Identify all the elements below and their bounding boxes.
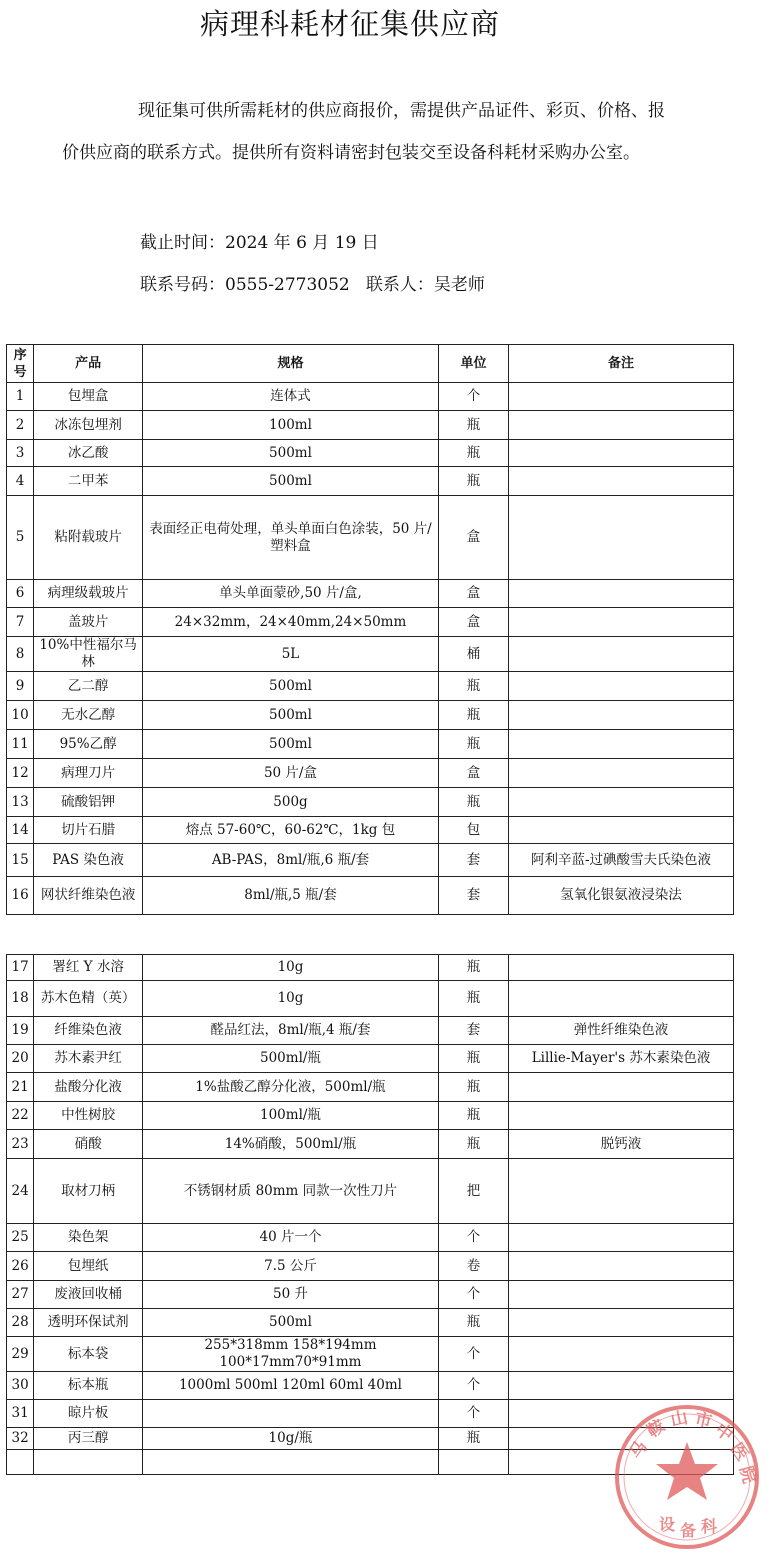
row-spec: 500ml [142, 701, 438, 730]
row-unit: 个 [438, 1337, 508, 1372]
header-index: 序号 [7, 345, 34, 383]
row-note [509, 672, 734, 701]
row-spec: AB-PAS，8ml/瓶,6 瓶/套 [142, 844, 438, 877]
row-spec: 500ml/瓶 [142, 1045, 438, 1073]
row-note: Lillie-Mayer's 苏木素染色液 [509, 1045, 734, 1073]
row-unit: 把 [438, 1159, 508, 1224]
row-product: 病理刀片 [34, 759, 143, 788]
row-note [509, 759, 734, 788]
row-spec: 500ml [142, 672, 438, 701]
row-unit: 个 [438, 1400, 508, 1428]
row-note [509, 383, 734, 411]
row-unit: 瓶 [438, 701, 508, 730]
row-index [7, 1450, 34, 1475]
svg-text:设: 设 [659, 1515, 676, 1534]
row-unit: 瓶 [438, 411, 508, 440]
row-unit: 瓶 [438, 1130, 508, 1159]
row-spec: 24×32mm，24×40mm,24×50mm [142, 608, 438, 637]
table-row [7, 1309, 734, 1337]
table-row [7, 877, 734, 915]
row-note: 氢氧化银氨液浸染法 [509, 877, 734, 915]
row-note [509, 580, 734, 608]
row-note [509, 467, 734, 496]
row-index: 28 [7, 1309, 34, 1337]
row-index: 7 [7, 608, 34, 637]
table-row [7, 1073, 734, 1102]
table-header-row [7, 345, 734, 383]
row-product: 标本袋 [34, 1337, 143, 1372]
table-row [7, 672, 734, 701]
row-index: 17 [7, 955, 34, 981]
row-product: 95%乙醇 [34, 730, 143, 759]
table-row [7, 496, 734, 580]
table-row [7, 1159, 734, 1224]
row-unit: 桶 [438, 637, 508, 672]
table-row [7, 383, 734, 411]
row-unit: 瓶 [438, 955, 508, 981]
row-index: 20 [7, 1045, 34, 1073]
table-row [7, 955, 734, 981]
row-note [509, 1224, 734, 1252]
table-row [7, 844, 734, 877]
table-row [7, 1045, 734, 1073]
table-row [7, 759, 734, 788]
row-product: 网状纤维染色液 [34, 877, 143, 915]
row-spec: 100ml [142, 411, 438, 440]
row-unit: 个 [438, 383, 508, 411]
row-spec: 1%盐酸乙醇分化液，500ml/瓶 [142, 1073, 438, 1102]
row-product: 苏木素尹红 [34, 1045, 143, 1073]
row-spec: 500g [142, 788, 438, 817]
row-unit: 个 [438, 1281, 508, 1309]
row-note [509, 1159, 734, 1224]
row-index: 5 [7, 496, 34, 580]
row-index: 3 [7, 440, 34, 467]
row-unit: 瓶 [438, 672, 508, 701]
row-product: 中性树胶 [34, 1102, 143, 1130]
row-index: 30 [7, 1372, 34, 1400]
row-index: 29 [7, 1337, 34, 1372]
row-product: 硝酸 [34, 1130, 143, 1159]
row-index: 24 [7, 1159, 34, 1224]
table-row [7, 1017, 734, 1045]
row-note: 弹性纤维染色液 [509, 1017, 734, 1045]
svg-text:医: 医 [725, 1439, 753, 1465]
table-row [7, 580, 734, 608]
row-product: 包埋盒 [34, 383, 143, 411]
table-row [7, 817, 734, 844]
row-product: 盐酸分化液 [34, 1073, 143, 1102]
official-seal-stamp [612, 1402, 762, 1552]
row-spec: 255*318mm 158*194mm 100*17mm70*91mm [142, 1337, 438, 1372]
row-index: 25 [7, 1224, 34, 1252]
row-unit: 瓶 [438, 730, 508, 759]
row-spec: 14%硝酸，500ml/瓶 [142, 1130, 438, 1159]
table-row [7, 1372, 734, 1400]
row-product: 二甲苯 [34, 467, 143, 496]
row-spec [142, 1450, 438, 1475]
row-index: 18 [7, 981, 34, 1017]
row-product: 晾片板 [34, 1400, 143, 1428]
row-product: 染色架 [34, 1224, 143, 1252]
row-index: 27 [7, 1281, 34, 1309]
row-unit: 瓶 [438, 981, 508, 1017]
deadline-text: 截止时间：2024 年 6 月 19 日 [140, 233, 379, 253]
row-note [509, 817, 734, 844]
row-spec: 不锈钢材质 80mm 同款一次性刀片 [142, 1159, 438, 1224]
table-row [7, 411, 734, 440]
table-row [7, 981, 734, 1017]
row-index: 9 [7, 672, 34, 701]
row-product: 粘附载玻片 [34, 496, 143, 580]
row-product: 冰乙酸 [34, 440, 143, 467]
row-note: 脱钙液 [509, 1130, 734, 1159]
row-product: 硫酸铝钾 [34, 788, 143, 817]
header-spec: 规格 [142, 345, 438, 383]
row-index: 16 [7, 877, 34, 915]
row-index: 26 [7, 1252, 34, 1281]
row-product: 苏木色精（英） [34, 981, 143, 1017]
row-spec: 10g [142, 981, 438, 1017]
row-note [509, 955, 734, 981]
row-spec: 50 片/盒 [142, 759, 438, 788]
row-note [509, 1102, 734, 1130]
row-spec: 醛品红法，8ml/瓶,4 瓶/套 [142, 1017, 438, 1045]
row-spec: 表面经正电荷处理，单头单面白色涂装，50 片/塑料盒 [142, 496, 438, 580]
row-unit: 个 [438, 1224, 508, 1252]
svg-text:鞍: 鞍 [643, 1415, 669, 1443]
row-index: 11 [7, 730, 34, 759]
row-note [509, 1281, 734, 1309]
header-unit: 单位 [438, 345, 508, 383]
row-index: 32 [7, 1428, 34, 1450]
row-index: 21 [7, 1073, 34, 1102]
table-row [7, 1252, 734, 1281]
row-unit: 盒 [438, 759, 508, 788]
row-product: 纤维染色液 [34, 1017, 143, 1045]
row-product: 病理级载玻片 [34, 580, 143, 608]
row-spec: 熔点 57-60℃，60-62℃，1kg 包 [142, 817, 438, 844]
row-index: 2 [7, 411, 34, 440]
row-product: 盖玻片 [34, 608, 143, 637]
row-unit: 瓶 [438, 1428, 508, 1450]
row-note [509, 637, 734, 672]
row-spec: 7.5 公斤 [142, 1252, 438, 1281]
row-unit: 套 [438, 1017, 508, 1045]
row-product: 取材刀柄 [34, 1159, 143, 1224]
table-row [7, 608, 734, 637]
table-row [7, 637, 734, 672]
row-unit: 瓶 [438, 467, 508, 496]
table-row [7, 440, 734, 467]
row-index: 4 [7, 467, 34, 496]
supplies-table-part1 [6, 344, 734, 915]
row-product: 丙三醇 [34, 1428, 143, 1450]
row-unit: 瓶 [438, 1309, 508, 1337]
row-product: 透明环保试剂 [34, 1309, 143, 1337]
row-index: 15 [7, 844, 34, 877]
contact-text: 联系号码：0555-2773052 联系人：吴老师 [140, 275, 485, 295]
svg-text:科: 科 [701, 1517, 718, 1536]
row-index: 14 [7, 817, 34, 844]
intro-paragraph: 现征集可供所需耗材的供应商报价，需提供产品证件、彩页、价格、报价供应商的联系方式。提供所有资料请密封包装交至设备科耗材采购办公室。 [62, 101, 665, 163]
supplies-table-part2 [6, 954, 734, 1475]
table-row [7, 730, 734, 759]
row-spec: 10g [142, 955, 438, 981]
row-unit: 卷 [438, 1252, 508, 1281]
row-index: 1 [7, 383, 34, 411]
row-note [509, 730, 734, 759]
row-spec: 50 升 [142, 1281, 438, 1309]
row-product: 署红 Y 水溶 [34, 955, 143, 981]
row-note [509, 1252, 734, 1281]
row-note [509, 411, 734, 440]
row-unit: 盒 [438, 608, 508, 637]
row-spec: 100ml/瓶 [142, 1102, 438, 1130]
svg-text:马: 马 [625, 1437, 652, 1463]
svg-text:中: 中 [711, 1419, 737, 1446]
row-spec: 1000ml 500ml 120ml 60ml 40ml [142, 1372, 438, 1400]
row-index: 6 [7, 580, 34, 608]
row-note [509, 440, 734, 467]
row-product: 标本瓶 [34, 1372, 143, 1400]
svg-text:院: 院 [735, 1464, 759, 1486]
row-unit: 个 [438, 1372, 508, 1400]
row-note [509, 1309, 734, 1337]
row-spec: 10g/瓶 [142, 1428, 438, 1450]
row-index: 22 [7, 1102, 34, 1130]
header-note: 备注 [509, 345, 734, 383]
row-note [509, 1337, 734, 1372]
row-note [509, 496, 734, 580]
row-unit: 套 [438, 844, 508, 877]
row-unit [438, 1450, 508, 1475]
row-index: 13 [7, 788, 34, 817]
row-unit: 瓶 [438, 788, 508, 817]
row-spec: 40 片一个 [142, 1224, 438, 1252]
svg-text:备: 备 [680, 1521, 697, 1540]
row-index: 12 [7, 759, 34, 788]
row-note [509, 788, 734, 817]
row-note [509, 1073, 734, 1102]
row-unit: 盒 [438, 580, 508, 608]
row-product: 包埋纸 [34, 1252, 143, 1281]
row-product: PAS 染色液 [34, 844, 143, 877]
row-product: 废液回收桶 [34, 1281, 143, 1309]
row-unit: 瓶 [438, 1045, 508, 1073]
row-spec: 5L [142, 637, 438, 672]
row-unit: 套 [438, 877, 508, 915]
row-spec: 500ml [142, 440, 438, 467]
row-index: 23 [7, 1130, 34, 1159]
table-row [7, 1224, 734, 1252]
row-unit: 包 [438, 817, 508, 844]
row-unit: 瓶 [438, 1073, 508, 1102]
row-spec: 连体式 [142, 383, 438, 411]
row-unit: 瓶 [438, 440, 508, 467]
table-row [7, 788, 734, 817]
table-row [7, 1102, 734, 1130]
row-product: 冰冻包埋剂 [34, 411, 143, 440]
table-row [7, 1281, 734, 1309]
row-product: 切片石腊 [34, 817, 143, 844]
row-unit: 盒 [438, 496, 508, 580]
row-index: 31 [7, 1400, 34, 1428]
row-index: 10 [7, 701, 34, 730]
row-note [509, 608, 734, 637]
row-note: 阿利辛蓝-过碘酸雪夫氏染色液 [509, 844, 734, 877]
table-row [7, 1337, 734, 1372]
svg-text:山: 山 [668, 1407, 690, 1431]
row-product [34, 1450, 143, 1475]
svg-text:市: 市 [692, 1409, 714, 1433]
table-row [7, 467, 734, 496]
row-spec [142, 1400, 438, 1428]
row-note [509, 701, 734, 730]
row-spec: 500ml [142, 467, 438, 496]
header-product: 产品 [34, 345, 143, 383]
row-product: 10%中性福尔马林 [34, 637, 143, 672]
page-title: 病理科耗材征集供应商 [199, 7, 500, 41]
row-unit: 瓶 [438, 1102, 508, 1130]
table-row [7, 1130, 734, 1159]
row-spec: 500ml [142, 1309, 438, 1337]
row-note [509, 981, 734, 1017]
row-product: 乙二醇 [34, 672, 143, 701]
row-note [509, 1372, 734, 1400]
row-spec: 500ml [142, 730, 438, 759]
row-spec: 单头单面蒙砂,50 片/盒, [142, 580, 438, 608]
row-index: 19 [7, 1017, 34, 1045]
table-row [7, 701, 734, 730]
row-product: 无水乙醇 [34, 701, 143, 730]
row-index: 8 [7, 637, 34, 672]
row-spec: 8ml/瓶,5 瓶/套 [142, 877, 438, 915]
